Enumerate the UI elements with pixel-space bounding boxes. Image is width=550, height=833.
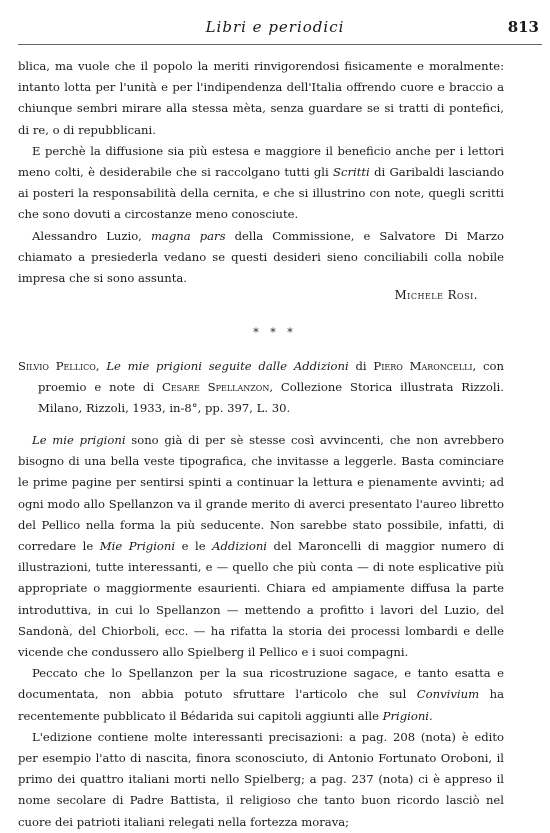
running-head: Libri e periodici: [205, 18, 345, 36]
section-giuseppe-garibaldi: [18, 56, 504, 289]
citation: Silvio Pellico, Le mie prigioni seguite dalle Addizioni di Piero Maroncelli, con proemio e note di Cesare Spellanzon, Collezione Storica illustrata Rizzoli. Milano, Rizzoli, 1933, in-8°, pp. 397, L. 30.: [18, 359, 504, 416]
paragraph: E perchè la diffusione sia più estesa e maggiore il beneficio anche per i lettori meno colti, è desiderabile che si raccolgano tutti gli Scritti di Garibaldi lasciando ai posteri la responsabilità della cernita, e che si illustrino con note, quegli scritti che sono dovuti a circostanze meno conosciute.: [18, 143, 504, 222]
review-citation: [18, 356, 504, 420]
paragraph: Le mie prigioni sono già di per sè stesse così avvincenti, che non avrebbero bisogno di una bella veste tipografica, che invitasse a leggerle. Basta cominciare le prime pagine per sentirsi spinti a continuar la lettura e pienamente avvinti; ad ogni modo allo Spellanzon va il grande merito di averci presentato l'aureo libretto del Pellico nella forma la più seducente. Non sarebbe stato possibile, infatti, di corredare le Mie Prigioni e le Addizioni del Maroncelli di maggior numero di illustrazioni, tutte interessanti, e — quello che più conta — di note esplicative più appropriate o maggiormente esaurienti. Chiara ed ampiamente diffusa la parte introduttiva, in cui lo Spellanzon — mettendo a profitto i lavori del Luzio, del Sandonà, del Chiorboli, ecc. — ha rifatta la storia dei processi lombardi e delle vicende che condussero allo Spielberg il Pellico e i suoi compagni.: [18, 433, 504, 660]
paragraph: blica, ma vuole che il popolo la meriti rinvigorendosi fisicamente e moralmente: intanto lotta per l'unità e per l'indipendenza dell'Italia offrendo cuore e braccio a chiunque sembri mirare alla stessa mèta, senza guardare se si tratti di pontefici, di re, o di repubblicani.: [18, 59, 504, 137]
page-header: [0, 18, 550, 42]
paragraph: Peccato che lo Spellanzon per la sua ricostruzione sagace, e tanto esatta e documentata, non abbia potuto sfruttare l'articolo che sul Convivium ha recentemente pubblicato il Bédarida sui capitoli aggiunti alle Prigioni.: [18, 666, 504, 723]
review-body: [18, 430, 504, 833]
section-separator: * * *: [253, 326, 297, 339]
signature: Michele Rosi.: [394, 288, 478, 302]
page-number: 813: [507, 18, 539, 36]
header-rule: [18, 44, 542, 45]
paragraph: Alessandro Luzio, magna pars della Commissione, e Salvatore Di Marzo chiamato a presiederla vedano se questi desideri sieno conciliabili colla nobile impresa che si sono assunta.: [18, 228, 504, 286]
paragraph: L'edizione contiene molte interessanti precisazioni: a pag. 208 (nota) è edito per esempio l'atto di nascita, finora sconosciuto, di Antonio Fortunato Oroboni, il primo dei quattro italiani morti nello Spielberg; a pag. 237 (nota) ci è appreso il nome secolare di Padre Battista, il religioso che tanto buon ricordo lasciò nel cuore dei patrioti italiani relegati nella fortezza morava;: [18, 729, 504, 829]
